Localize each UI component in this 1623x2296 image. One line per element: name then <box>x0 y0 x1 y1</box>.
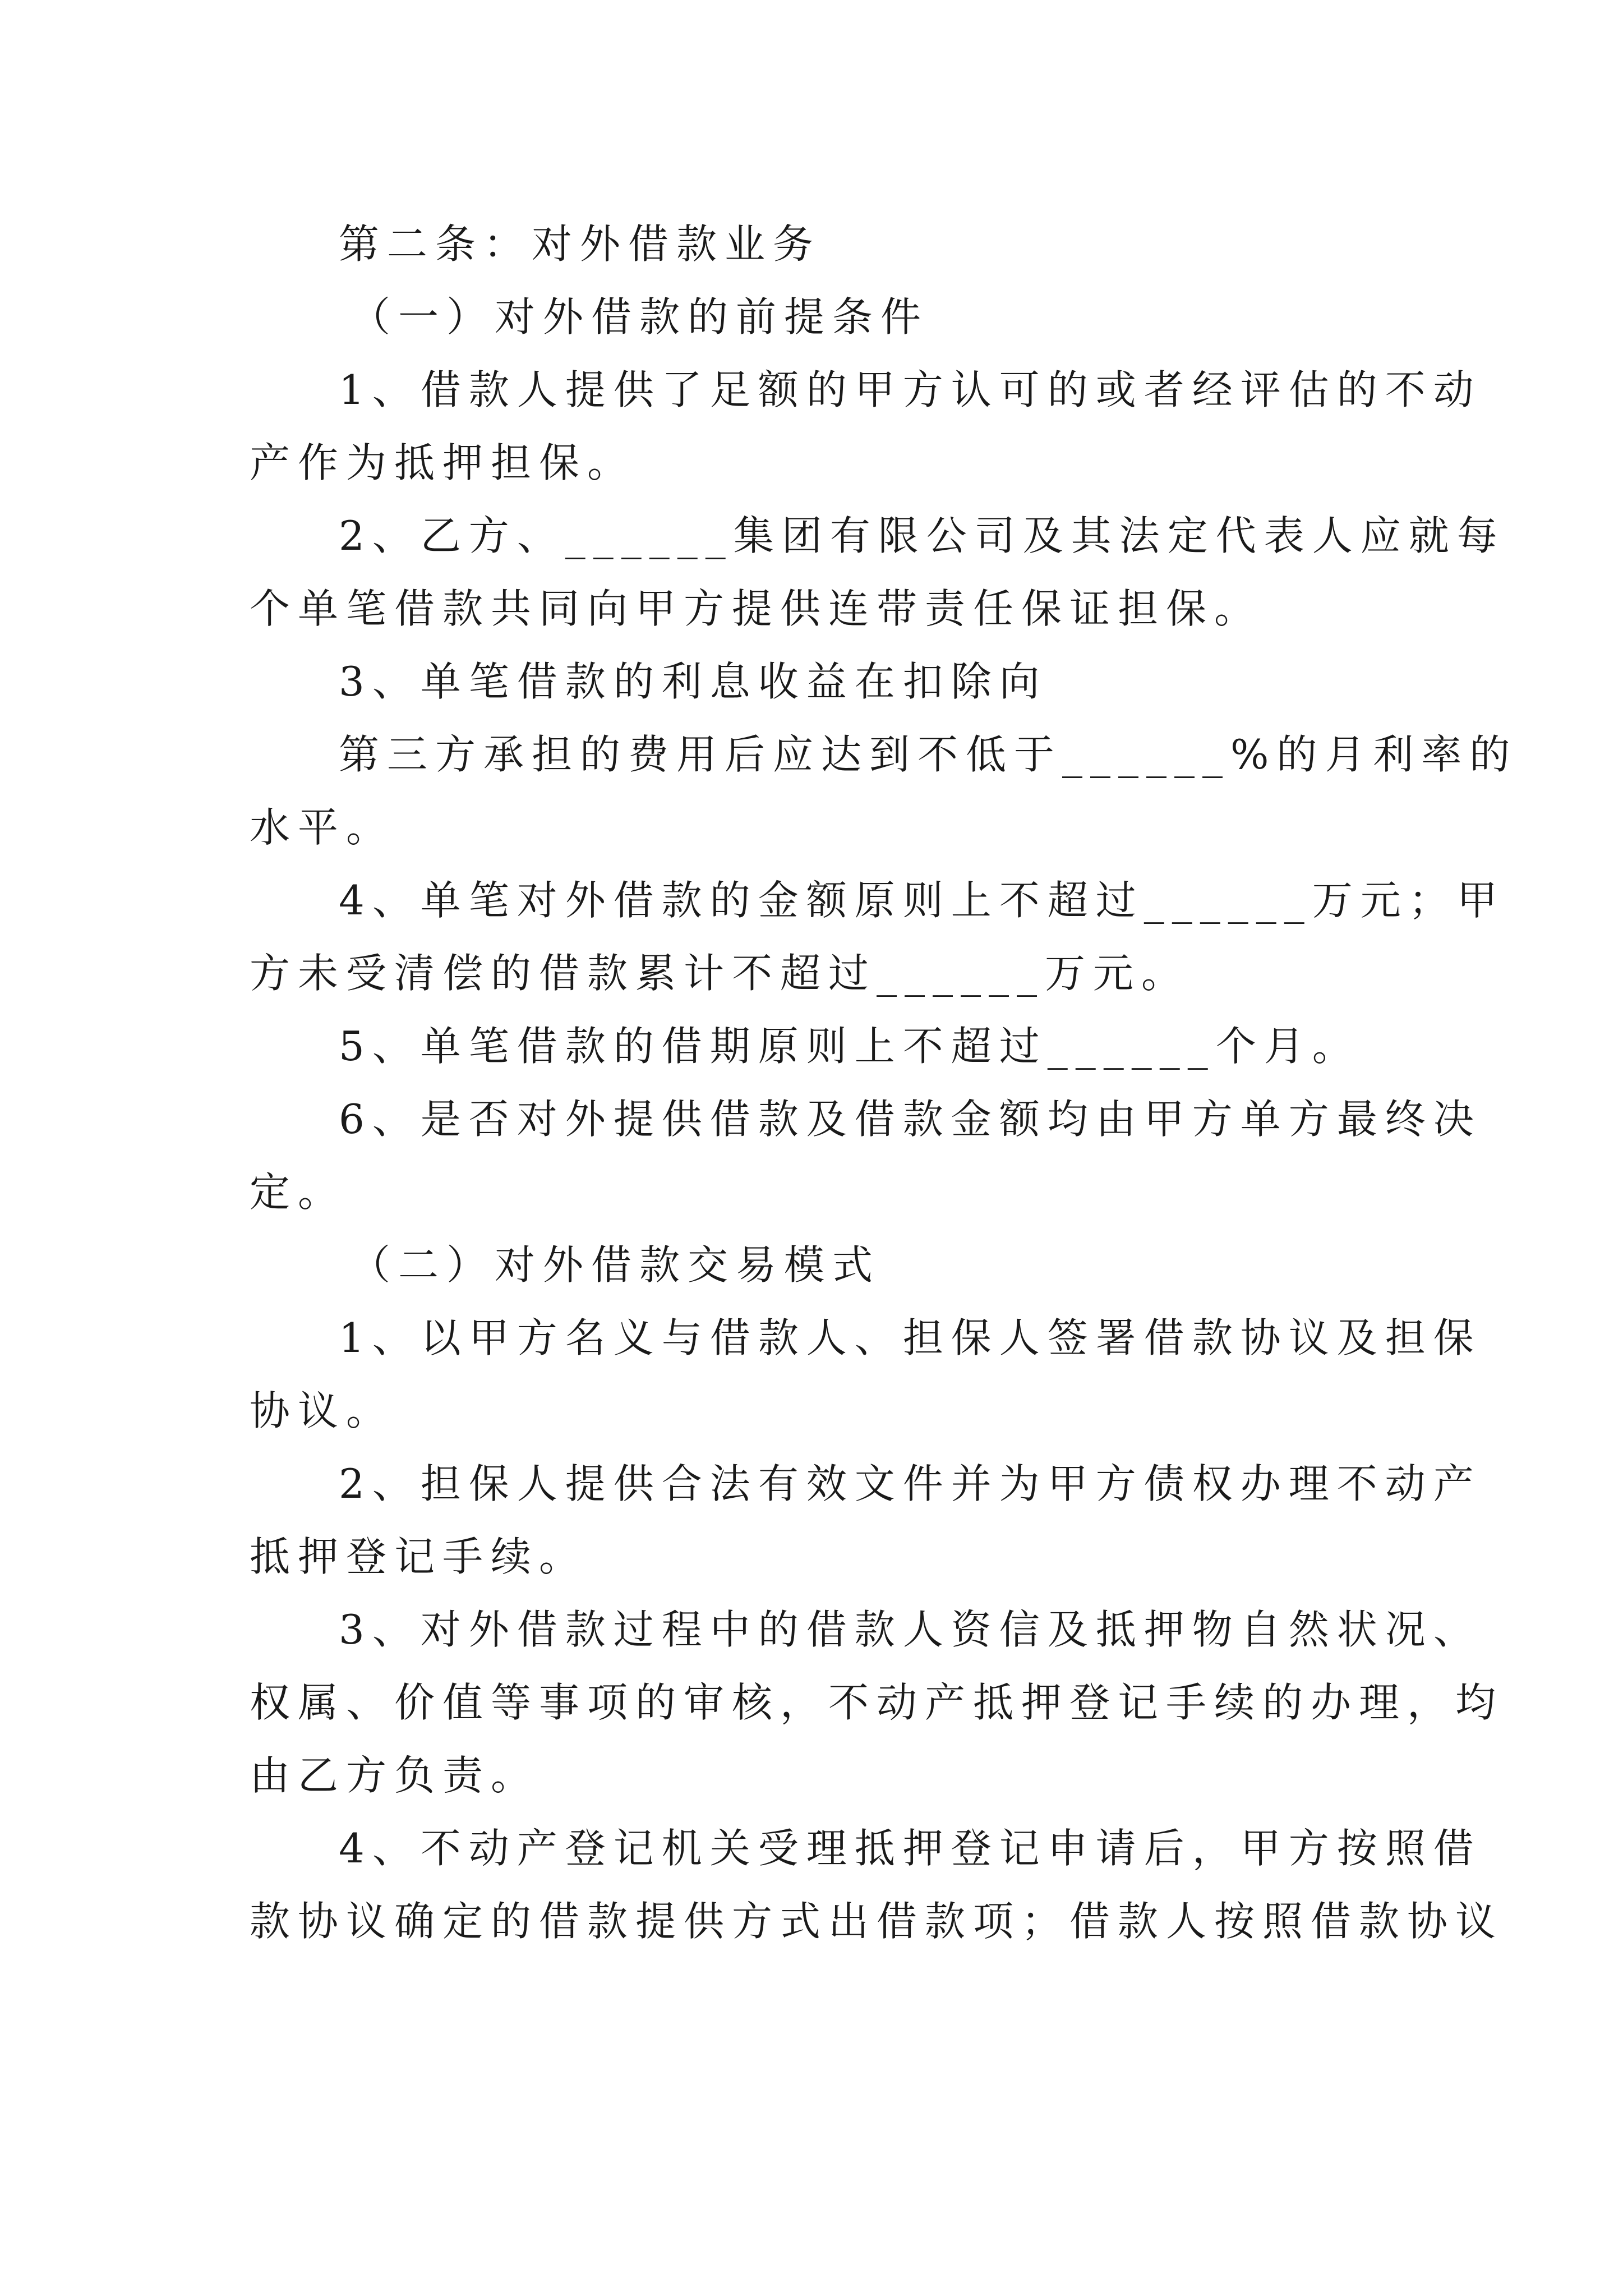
text-line: 1、以甲方名义与借款人、担保人签署借款协议及担保 <box>339 1314 1482 1361</box>
text-line: 1、借款人提供了足额的甲方认可的或者经评估的不动 <box>339 366 1482 413</box>
text-line: 个单笔借款共同向甲方提供连带责任保证担保。 <box>250 585 1263 632</box>
section-heading-2: （二）对外借款交易模式 <box>350 1241 881 1289</box>
text-line: 5、单笔借款的借期原则上不超过______个月。 <box>339 1023 1361 1070</box>
text-line: 6、是否对外提供借款及借款金额均由甲方单方最终决 <box>339 1096 1482 1143</box>
text-line: 定。 <box>250 1168 347 1216</box>
text-line: 第三方承担的费用后应达到不低于______%的月利率的 <box>339 731 1518 778</box>
text-line: 2、担保人提供合法有效文件并为甲方债权办理不动产 <box>339 1460 1482 1507</box>
text-line: 协议。 <box>250 1387 395 1434</box>
text-line: 权属、价值等事项的审核，不动产抵押登记手续的办理，均 <box>250 1679 1504 1726</box>
text-line: 产作为抵押担保。 <box>250 439 636 486</box>
text-line: 水平。 <box>250 804 395 851</box>
text-line: 4、不动产登记机关受理抵押登记申请后，甲方按照借 <box>339 1825 1482 1872</box>
text-line: 3、对外借款过程中的借款人资信及抵押物自然状况、 <box>339 1606 1482 1653</box>
section-heading-1: （一）对外借款的前提条件 <box>350 293 929 341</box>
text-line: 4、单笔对外借款的金额原则上不超过______万元；甲 <box>339 877 1505 924</box>
text-line: 方未受清偿的借款累计不超过______万元。 <box>250 950 1190 997</box>
text-line: 2、乙方、______集团有限公司及其法定代表人应就每 <box>339 512 1505 559</box>
text-line: 抵押登记手续。 <box>250 1533 588 1580</box>
text-line: 3、单笔借款的利息收益在扣除向 <box>339 658 1048 705</box>
article-heading: 第二条：对外借款业务 <box>339 220 822 268</box>
text-line: 由乙方负责。 <box>250 1752 540 1799</box>
text-line: 款协议确定的借款提供方式出借款项；借款人按照借款协议 <box>250 1898 1504 1945</box>
